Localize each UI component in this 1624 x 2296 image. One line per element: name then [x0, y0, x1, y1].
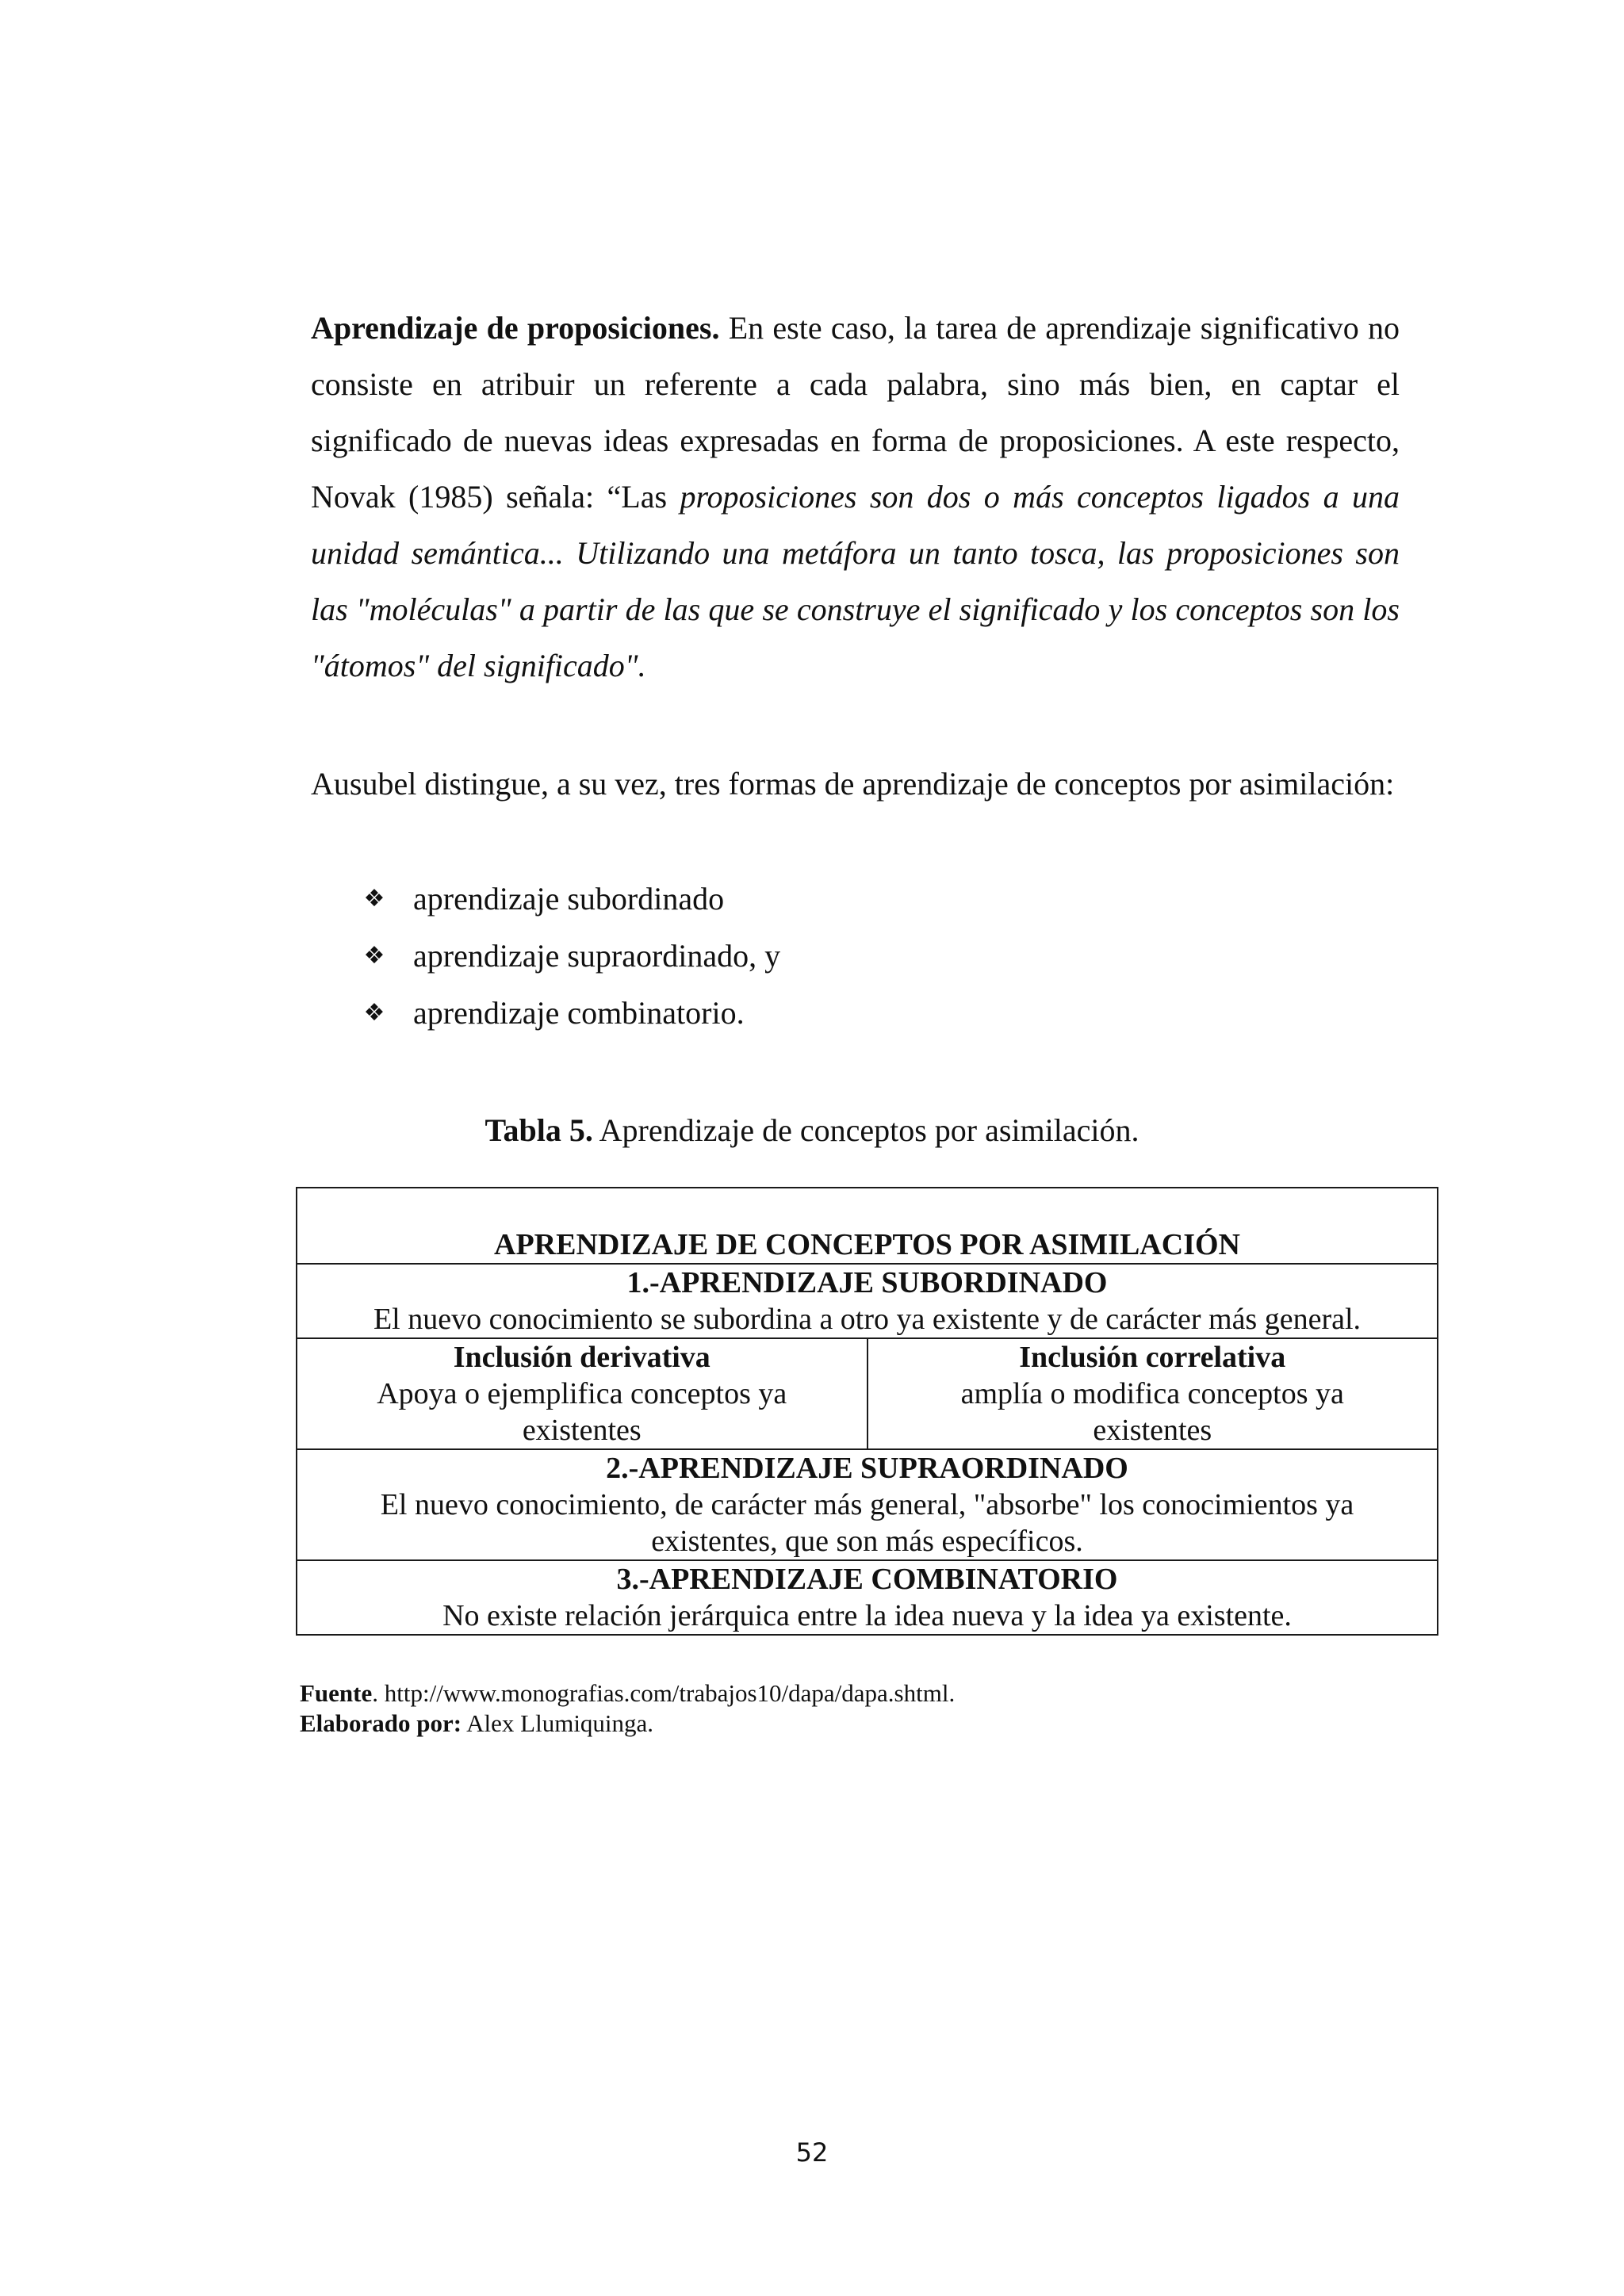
paragraph-proposiciones — [311, 300, 1400, 694]
source-text: . http://www.monografias.com/trabajos10/dapa/dapa.shtml. — [372, 1679, 956, 1707]
cell-inclusion-derivativa — [297, 1338, 868, 1449]
paragraph-quote: proposiciones son dos o más conceptos ligados a una unidad semántica... Utilizando una metáfora un tanto tosca, las proposiciones son las "moléculas" a partir de las que se construye el significado y los conceptos son los "átomos" del significado". — [311, 479, 1400, 683]
table-row — [297, 1338, 1438, 1449]
list-item-text: aprendizaje combinatorio. — [413, 995, 745, 1031]
paragraph-heading: Aprendizaje de proposiciones. — [311, 310, 720, 346]
paragraph-text: En este caso, la tarea de aprendizaje significativo no consiste en atribuir un referente a cada palabra, sino más bien, en captar el significado de nuevas ideas expresadas en forma de proposiciones. A este respecto, Novak (1985) señala: “Las — [311, 310, 1400, 515]
list-item — [361, 985, 780, 1042]
table-caption — [0, 1108, 1624, 1153]
table-row — [297, 1264, 1438, 1338]
caption-text: Aprendizaje de conceptos por asimilación. — [592, 1112, 1139, 1148]
list-item — [361, 871, 780, 928]
section-title: 1.-APRENDIZAJE SUBORDINADO — [626, 1266, 1108, 1299]
table-row — [297, 1188, 1438, 1264]
table-source — [300, 1678, 955, 1739]
cell-title: Inclusión correlativa — [1019, 1341, 1286, 1374]
source-line — [300, 1678, 955, 1709]
cell-title: Inclusión derivativa — [453, 1341, 710, 1374]
table-row — [297, 1449, 1438, 1560]
list-item-text: aprendizaje subordinado — [413, 881, 725, 916]
concepts-table — [296, 1187, 1438, 1636]
table-row — [297, 1560, 1438, 1635]
author-line — [300, 1709, 955, 1739]
section-supraordinado — [297, 1449, 1438, 1560]
section-combinatorio — [297, 1560, 1438, 1635]
diamond-bullet-icon: ❖ — [363, 999, 385, 1027]
source-label: Fuente — [300, 1679, 373, 1707]
list-item-text: aprendizaje supraordinado, y — [413, 938, 781, 974]
section-description: El nuevo conocimiento, de carácter más general, "absorbe" los conocimientos ya existentes, que son más específicos. — [380, 1488, 1354, 1558]
cell-description: amplía o modifica conceptos ya existentes — [960, 1377, 1344, 1447]
cell-inclusion-correlativa — [868, 1338, 1438, 1449]
section-subordinado — [297, 1264, 1438, 1338]
table-header: APRENDIZAJE DE CONCEPTOS POR ASIMILACIÓN — [297, 1188, 1438, 1264]
diamond-bullet-icon: ❖ — [363, 885, 385, 913]
caption-label: Tabla 5. — [485, 1112, 593, 1148]
diamond-bullet-icon: ❖ — [363, 942, 385, 970]
section-description: No existe relación jerárquica entre la idea nueva y la idea ya existente. — [442, 1599, 1292, 1632]
page-number: 52 — [795, 2137, 829, 2168]
section-title: 2.-APRENDIZAJE SUPRAORDINADO — [606, 1452, 1128, 1485]
author-text: Alex Llumiquinga. — [462, 1709, 654, 1737]
section-title: 3.-APRENDIZAJE COMBINATORIO — [616, 1563, 1118, 1596]
bullet-list — [361, 871, 780, 1042]
cell-description: Apoya o ejemplifica conceptos ya existentes — [377, 1377, 787, 1447]
section-description: El nuevo conocimiento se subordina a otro ya existente y de carácter más general. — [373, 1303, 1362, 1336]
author-label: Elaborado por: — [300, 1709, 462, 1737]
paragraph-ausubel: Ausubel distingue, a su vez, tres formas de aprendizaje de conceptos por asimilación: — [311, 766, 1395, 802]
list-item — [361, 928, 780, 985]
